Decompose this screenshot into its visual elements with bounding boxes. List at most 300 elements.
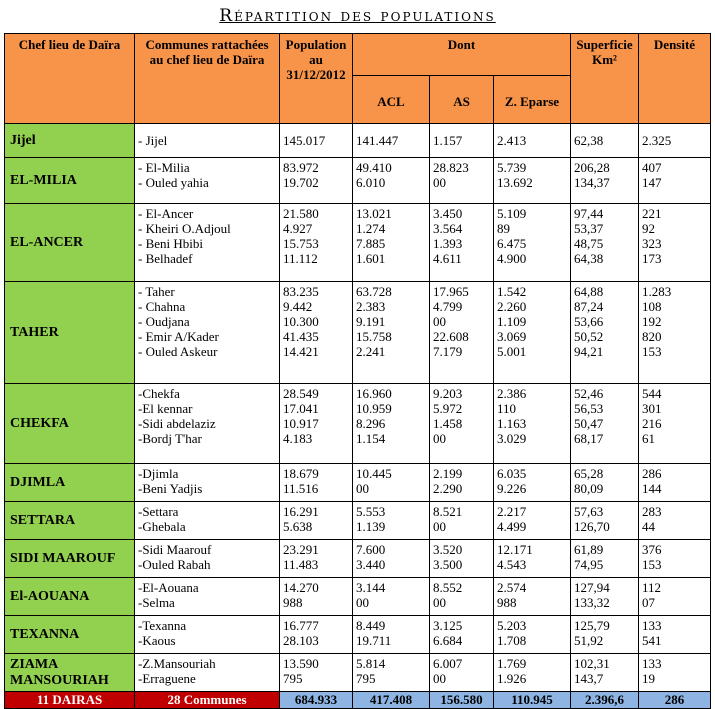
cell-line: 2.413 <box>497 133 527 148</box>
cell-line: 133 <box>642 618 662 633</box>
cell-line: -Ouled Rabah <box>138 557 211 572</box>
acl-cell <box>353 540 430 578</box>
cell-line: 153 <box>642 344 662 359</box>
cell-line: 125,79 <box>574 618 610 633</box>
densite-cell <box>639 204 711 282</box>
densite-cell <box>639 502 711 540</box>
cell-line: 283 <box>642 504 662 519</box>
cell-line: 15.753 <box>283 236 319 251</box>
cell-line: 221 <box>642 206 662 221</box>
acl-cell <box>353 124 430 158</box>
as-cell <box>430 204 494 282</box>
cell-line: 10.959 <box>356 401 392 416</box>
cell-line: 83.235 <box>283 284 319 299</box>
acl-cell <box>353 158 430 204</box>
cell-line: 87,24 <box>574 299 604 314</box>
cell-line: 15.758 <box>356 329 392 344</box>
cell-line: 68,17 <box>574 431 604 446</box>
population-cell <box>280 124 353 158</box>
daira-name: SIDI MAAROUF <box>5 540 135 578</box>
cell-line: 8.296 <box>356 416 386 431</box>
header-densite: Densité <box>639 34 711 124</box>
zone-eparse-cell <box>494 464 571 502</box>
cell-line: 216 <box>642 416 662 431</box>
cell-line: 286 <box>642 466 662 481</box>
cell-line: 2.290 <box>433 481 463 496</box>
cell-line: 173 <box>642 251 662 266</box>
population-cell <box>280 282 353 384</box>
cell-line: 3.564 <box>433 221 463 236</box>
cell-line: 16.960 <box>356 386 392 401</box>
population-cell <box>280 204 353 282</box>
cell-line: 2.199 <box>433 466 463 481</box>
cell-line: 3.069 <box>497 329 527 344</box>
cell-line: 9.226 <box>497 481 527 496</box>
as-cell <box>430 124 494 158</box>
total-as: 156.580 <box>430 692 494 709</box>
cell-line: 8.521 <box>433 504 463 519</box>
cell-line: 5.109 <box>497 206 527 221</box>
cell-line: 7.179 <box>433 344 463 359</box>
acl-cell <box>353 282 430 384</box>
cell-line: 48,75 <box>574 236 604 251</box>
communes-cell <box>135 384 280 464</box>
communes-cell <box>135 540 280 578</box>
cell-line: 5.638 <box>283 519 313 534</box>
cell-line: -Texanna <box>138 618 187 633</box>
cell-line: 17.041 <box>283 401 319 416</box>
cell-line: 5.001 <box>497 344 527 359</box>
cell-line: 28.103 <box>283 633 319 648</box>
cell-line: 6.684 <box>433 633 463 648</box>
daira-name: DJIMLA <box>5 464 135 502</box>
zone-eparse-cell <box>494 616 571 654</box>
cell-line: 07 <box>642 595 655 610</box>
cell-line: 6.010 <box>356 175 386 190</box>
cell-line: 13.692 <box>497 175 533 190</box>
cell-line: 3.440 <box>356 557 386 572</box>
cell-line: 16.291 <box>283 504 319 519</box>
cell-line: 61 <box>642 431 655 446</box>
daira-name: ZIAMA MANSOURIAH <box>5 654 135 692</box>
cell-line: - Belhadef <box>138 251 193 266</box>
cell-line: 19.702 <box>283 175 319 190</box>
cell-line: - El-Milia <box>138 160 190 175</box>
cell-line: 7.885 <box>356 236 386 251</box>
cell-line: -Sidi abdelaziz <box>138 416 216 431</box>
cell-line: 5.972 <box>433 401 463 416</box>
population-cell <box>280 158 353 204</box>
cell-line: 192 <box>642 314 662 329</box>
header-chef-lieu: Chef lieu de Daïra <box>5 34 135 124</box>
table-row <box>5 464 711 502</box>
cell-line: 49.410 <box>356 160 392 175</box>
superficie-cell <box>571 464 639 502</box>
superficie-cell <box>571 616 639 654</box>
cell-line: 83.972 <box>283 160 319 175</box>
communes-cell <box>135 282 280 384</box>
cell-line: -El-Aouana <box>138 580 199 595</box>
cell-line: 50,47 <box>574 416 604 431</box>
cell-line: 2.217 <box>497 504 527 519</box>
cell-line: 9.203 <box>433 386 463 401</box>
cell-line: - Emir A/Kader <box>138 329 219 344</box>
as-cell <box>430 282 494 384</box>
cell-line: 3.450 <box>433 206 463 221</box>
cell-line: 2.325 <box>642 133 672 148</box>
cell-line: 2.383 <box>356 299 386 314</box>
superficie-cell <box>571 204 639 282</box>
densite-cell <box>639 282 711 384</box>
cell-line: 62,38 <box>574 133 604 148</box>
cell-line: 206,28 <box>574 160 610 175</box>
cell-line: 92 <box>642 221 655 236</box>
cell-line: 110 <box>497 401 517 416</box>
cell-line: 10.917 <box>283 416 319 431</box>
cell-line: 1.163 <box>497 416 527 431</box>
communes-cell <box>135 502 280 540</box>
cell-line: 1.109 <box>497 314 527 329</box>
population-cell <box>280 540 353 578</box>
acl-cell <box>353 616 430 654</box>
cell-line: 61,89 <box>574 542 604 557</box>
cell-line: 1.393 <box>433 236 463 251</box>
cell-line: 28.823 <box>433 160 469 175</box>
cell-line: 10.445 <box>356 466 392 481</box>
cell-line: 1.601 <box>356 251 386 266</box>
daira-name: El-AOUANA <box>5 578 135 616</box>
header-as: AS <box>430 76 494 124</box>
cell-line: 23.291 <box>283 542 319 557</box>
superficie-cell <box>571 124 639 158</box>
communes-cell <box>135 654 280 692</box>
cell-line: 102,31 <box>574 656 610 671</box>
header-population: Population au 31/12/2012 <box>280 34 353 124</box>
densite-cell <box>639 616 711 654</box>
cell-line: 126,70 <box>574 519 610 534</box>
as-cell <box>430 502 494 540</box>
cell-line: 52,46 <box>574 386 604 401</box>
cell-line: 541 <box>642 633 662 648</box>
cell-line: -Kaous <box>138 633 176 648</box>
densite-cell <box>639 464 711 502</box>
table-row <box>5 282 711 384</box>
population-cell <box>280 654 353 692</box>
cell-line: -Settara <box>138 504 179 519</box>
table-row <box>5 502 711 540</box>
cell-line: 14.270 <box>283 580 319 595</box>
acl-cell <box>353 464 430 502</box>
as-cell <box>430 158 494 204</box>
cell-line: -Ghebala <box>138 519 186 534</box>
superficie-cell <box>571 502 639 540</box>
cell-line: 57,63 <box>574 504 604 519</box>
cell-line: -Selma <box>138 595 175 610</box>
acl-cell <box>353 204 430 282</box>
cell-line: 6.007 <box>433 656 463 671</box>
cell-line: - Oudjana <box>138 314 190 329</box>
cell-line: 12.171 <box>497 542 533 557</box>
cell-line: -Djimla <box>138 466 179 481</box>
table-row <box>5 204 711 282</box>
cell-line: 53,37 <box>574 221 604 236</box>
cell-line: 4.611 <box>433 251 462 266</box>
cell-line: - Jijel <box>138 133 168 148</box>
cell-line: 544 <box>642 386 662 401</box>
acl-cell <box>353 384 430 464</box>
table-row <box>5 384 711 464</box>
total-communes: 28 Communes <box>135 692 280 709</box>
cell-line: 4.799 <box>433 299 463 314</box>
cell-line: 8.552 <box>433 580 463 595</box>
cell-line: 65,28 <box>574 466 604 481</box>
communes-cell <box>135 578 280 616</box>
cell-line: 2.241 <box>356 344 386 359</box>
cell-line: 19.711 <box>356 633 392 648</box>
cell-line: 00 <box>433 671 446 686</box>
cell-line: 6.035 <box>497 466 527 481</box>
cell-line: 4.900 <box>497 251 527 266</box>
cell-line: 50,52 <box>574 329 604 344</box>
cell-line: 5.814 <box>356 656 386 671</box>
acl-cell <box>353 578 430 616</box>
cell-line: 00 <box>356 595 369 610</box>
cell-line: - Chahna <box>138 299 186 314</box>
cell-line: 1.769 <box>497 656 527 671</box>
superficie-cell <box>571 540 639 578</box>
cell-line: 3.029 <box>497 431 527 446</box>
cell-line: 00 <box>433 595 446 610</box>
cell-line: 7.600 <box>356 542 386 557</box>
cell-line: 127,94 <box>574 580 610 595</box>
total-superficie: 2.396,6 <box>571 692 639 709</box>
superficie-cell <box>571 578 639 616</box>
cell-line: 5.203 <box>497 618 527 633</box>
cell-line: 19 <box>642 671 655 686</box>
daira-name: CHEKFA <box>5 384 135 464</box>
zone-eparse-cell <box>494 204 571 282</box>
cell-line: 51,92 <box>574 633 604 648</box>
cell-line: 14.421 <box>283 344 319 359</box>
cell-line: 13.021 <box>356 206 392 221</box>
cell-line: 00 <box>433 175 446 190</box>
cell-line: 795 <box>283 671 303 686</box>
zone-eparse-cell <box>494 540 571 578</box>
population-cell <box>280 464 353 502</box>
acl-cell <box>353 502 430 540</box>
cell-line: 2.386 <box>497 386 527 401</box>
cell-line: - El-Ancer <box>138 206 194 221</box>
densite-cell <box>639 384 711 464</box>
cell-line: 00 <box>433 431 446 446</box>
cell-line: 21.580 <box>283 206 319 221</box>
superficie-cell <box>571 282 639 384</box>
as-cell <box>430 616 494 654</box>
zone-eparse-cell <box>494 384 571 464</box>
cell-line: 153 <box>642 557 662 572</box>
cell-line: 1.274 <box>356 221 386 236</box>
cell-line: 41.435 <box>283 329 319 344</box>
cell-line: 1.542 <box>497 284 527 299</box>
header-acl: ACL <box>353 76 430 124</box>
cell-line: 9.442 <box>283 299 313 314</box>
cell-line: 2.574 <box>497 580 527 595</box>
cell-line: -Bordj T'har <box>138 431 202 446</box>
cell-line: 00 <box>433 519 446 534</box>
cell-line: 89 <box>497 221 510 236</box>
cell-line: 407 <box>642 160 662 175</box>
cell-line: 6.475 <box>497 236 527 251</box>
cell-line: - Kheiri O.Adjoul <box>138 221 231 236</box>
daira-name: TAHER <box>5 282 135 384</box>
cell-line: - Ouled Askeur <box>138 344 218 359</box>
as-cell <box>430 540 494 578</box>
total-densite: 286 <box>639 692 711 709</box>
cell-line: 28.549 <box>283 386 319 401</box>
cell-line: 133,32 <box>574 595 610 610</box>
table-row <box>5 578 711 616</box>
cell-line: 988 <box>283 595 303 610</box>
header-communes: Communes rattachées au chef lieu de Daïra <box>135 34 280 124</box>
communes-cell <box>135 464 280 502</box>
header-zone-eparse: Z. Eparse <box>494 76 571 124</box>
densite-cell <box>639 124 711 158</box>
cell-line: 5.739 <box>497 160 527 175</box>
cell-line: 133 <box>642 656 662 671</box>
cell-line: 11.516 <box>283 481 319 496</box>
superficie-cell <box>571 158 639 204</box>
cell-line: 1.458 <box>433 416 463 431</box>
totals-row <box>5 692 711 709</box>
zone-eparse-cell <box>494 282 571 384</box>
zone-eparse-cell <box>494 654 571 692</box>
table-row <box>5 540 711 578</box>
population-cell <box>280 578 353 616</box>
cell-line: -Z.Mansouriah <box>138 656 216 671</box>
total-dairas: 11 DAIRAS <box>5 692 135 709</box>
cell-line: 141.447 <box>356 133 399 148</box>
as-cell <box>430 464 494 502</box>
cell-line: 795 <box>356 671 376 686</box>
cell-line: 18.679 <box>283 466 319 481</box>
densite-cell <box>639 654 711 692</box>
cell-line: 112 <box>642 580 662 595</box>
cell-line: 1.708 <box>497 633 527 648</box>
table-row <box>5 158 711 204</box>
cell-line: 00 <box>356 481 369 496</box>
cell-line: - Ouled yahia <box>138 175 209 190</box>
cell-line: 56,53 <box>574 401 604 416</box>
cell-line: 147 <box>642 175 662 190</box>
cell-line: -El kennar <box>138 401 193 416</box>
table-row <box>5 616 711 654</box>
cell-line: 4.927 <box>283 221 313 236</box>
superficie-cell <box>571 384 639 464</box>
cell-line: 97,44 <box>574 206 604 221</box>
densite-cell <box>639 540 711 578</box>
cell-line: 323 <box>642 236 662 251</box>
cell-line: 11.483 <box>283 557 319 572</box>
cell-line: 63.728 <box>356 284 392 299</box>
cell-line: -Sidi Maarouf <box>138 542 212 557</box>
cell-line: 16.777 <box>283 618 319 633</box>
cell-line: 44 <box>642 519 655 534</box>
acl-cell <box>353 654 430 692</box>
cell-line: 3.125 <box>433 618 463 633</box>
superficie-cell <box>571 654 639 692</box>
total-acl: 417.408 <box>353 692 430 709</box>
communes-cell <box>135 616 280 654</box>
cell-line: 1.139 <box>356 519 386 534</box>
table-body <box>5 124 711 692</box>
as-cell <box>430 384 494 464</box>
daira-name: EL-MILIA <box>5 158 135 204</box>
cell-line: 5.553 <box>356 504 386 519</box>
cell-line: 10.300 <box>283 314 319 329</box>
cell-line: 17.965 <box>433 284 469 299</box>
table-row <box>5 654 711 692</box>
cell-line: 1.926 <box>497 671 527 686</box>
cell-line: 00 <box>433 314 446 329</box>
cell-line: -Beni Yadjis <box>138 481 203 496</box>
daira-name: EL-ANCER <box>5 204 135 282</box>
cell-line: 988 <box>497 595 517 610</box>
zone-eparse-cell <box>494 158 571 204</box>
cell-line: 3.500 <box>433 557 463 572</box>
densite-cell <box>639 578 711 616</box>
daira-name: SETTARA <box>5 502 135 540</box>
total-zone-eparse: 110.945 <box>494 692 571 709</box>
cell-line: 1.283 <box>642 284 672 299</box>
cell-line: 1.154 <box>356 431 386 446</box>
zone-eparse-cell <box>494 502 571 540</box>
cell-line: 3.144 <box>356 580 386 595</box>
communes-cell <box>135 158 280 204</box>
daira-name: Jijel <box>5 124 135 158</box>
daira-name: TEXANNA <box>5 616 135 654</box>
cell-line: 301 <box>642 401 662 416</box>
cell-line: -Erraguene <box>138 671 196 686</box>
cell-line: 64,88 <box>574 284 604 299</box>
communes-cell <box>135 204 280 282</box>
header-dont: Dont <box>353 34 571 76</box>
header-superficie: Superficie Km² <box>571 34 639 124</box>
table-header <box>5 34 711 124</box>
cell-line: 3.520 <box>433 542 463 557</box>
cell-line: 9.191 <box>356 314 386 329</box>
cell-line: 64,38 <box>574 251 604 266</box>
cell-line: 53,66 <box>574 314 604 329</box>
cell-line: 4.183 <box>283 431 313 446</box>
cell-line: 11.112 <box>283 251 318 266</box>
cell-line: 4.499 <box>497 519 527 534</box>
cell-line: 13.590 <box>283 656 319 671</box>
as-cell <box>430 654 494 692</box>
population-cell <box>280 384 353 464</box>
cell-line: 2.260 <box>497 299 527 314</box>
population-cell <box>280 502 353 540</box>
table-row <box>5 124 711 158</box>
cell-line: 376 <box>642 542 662 557</box>
cell-line: 143,7 <box>574 671 604 686</box>
cell-line: 134,37 <box>574 175 610 190</box>
cell-line: 74,95 <box>574 557 604 572</box>
zone-eparse-cell <box>494 124 571 158</box>
zone-eparse-cell <box>494 578 571 616</box>
cell-line: 80,09 <box>574 481 604 496</box>
population-table <box>4 33 711 709</box>
cell-line: -Chekfa <box>138 386 180 401</box>
